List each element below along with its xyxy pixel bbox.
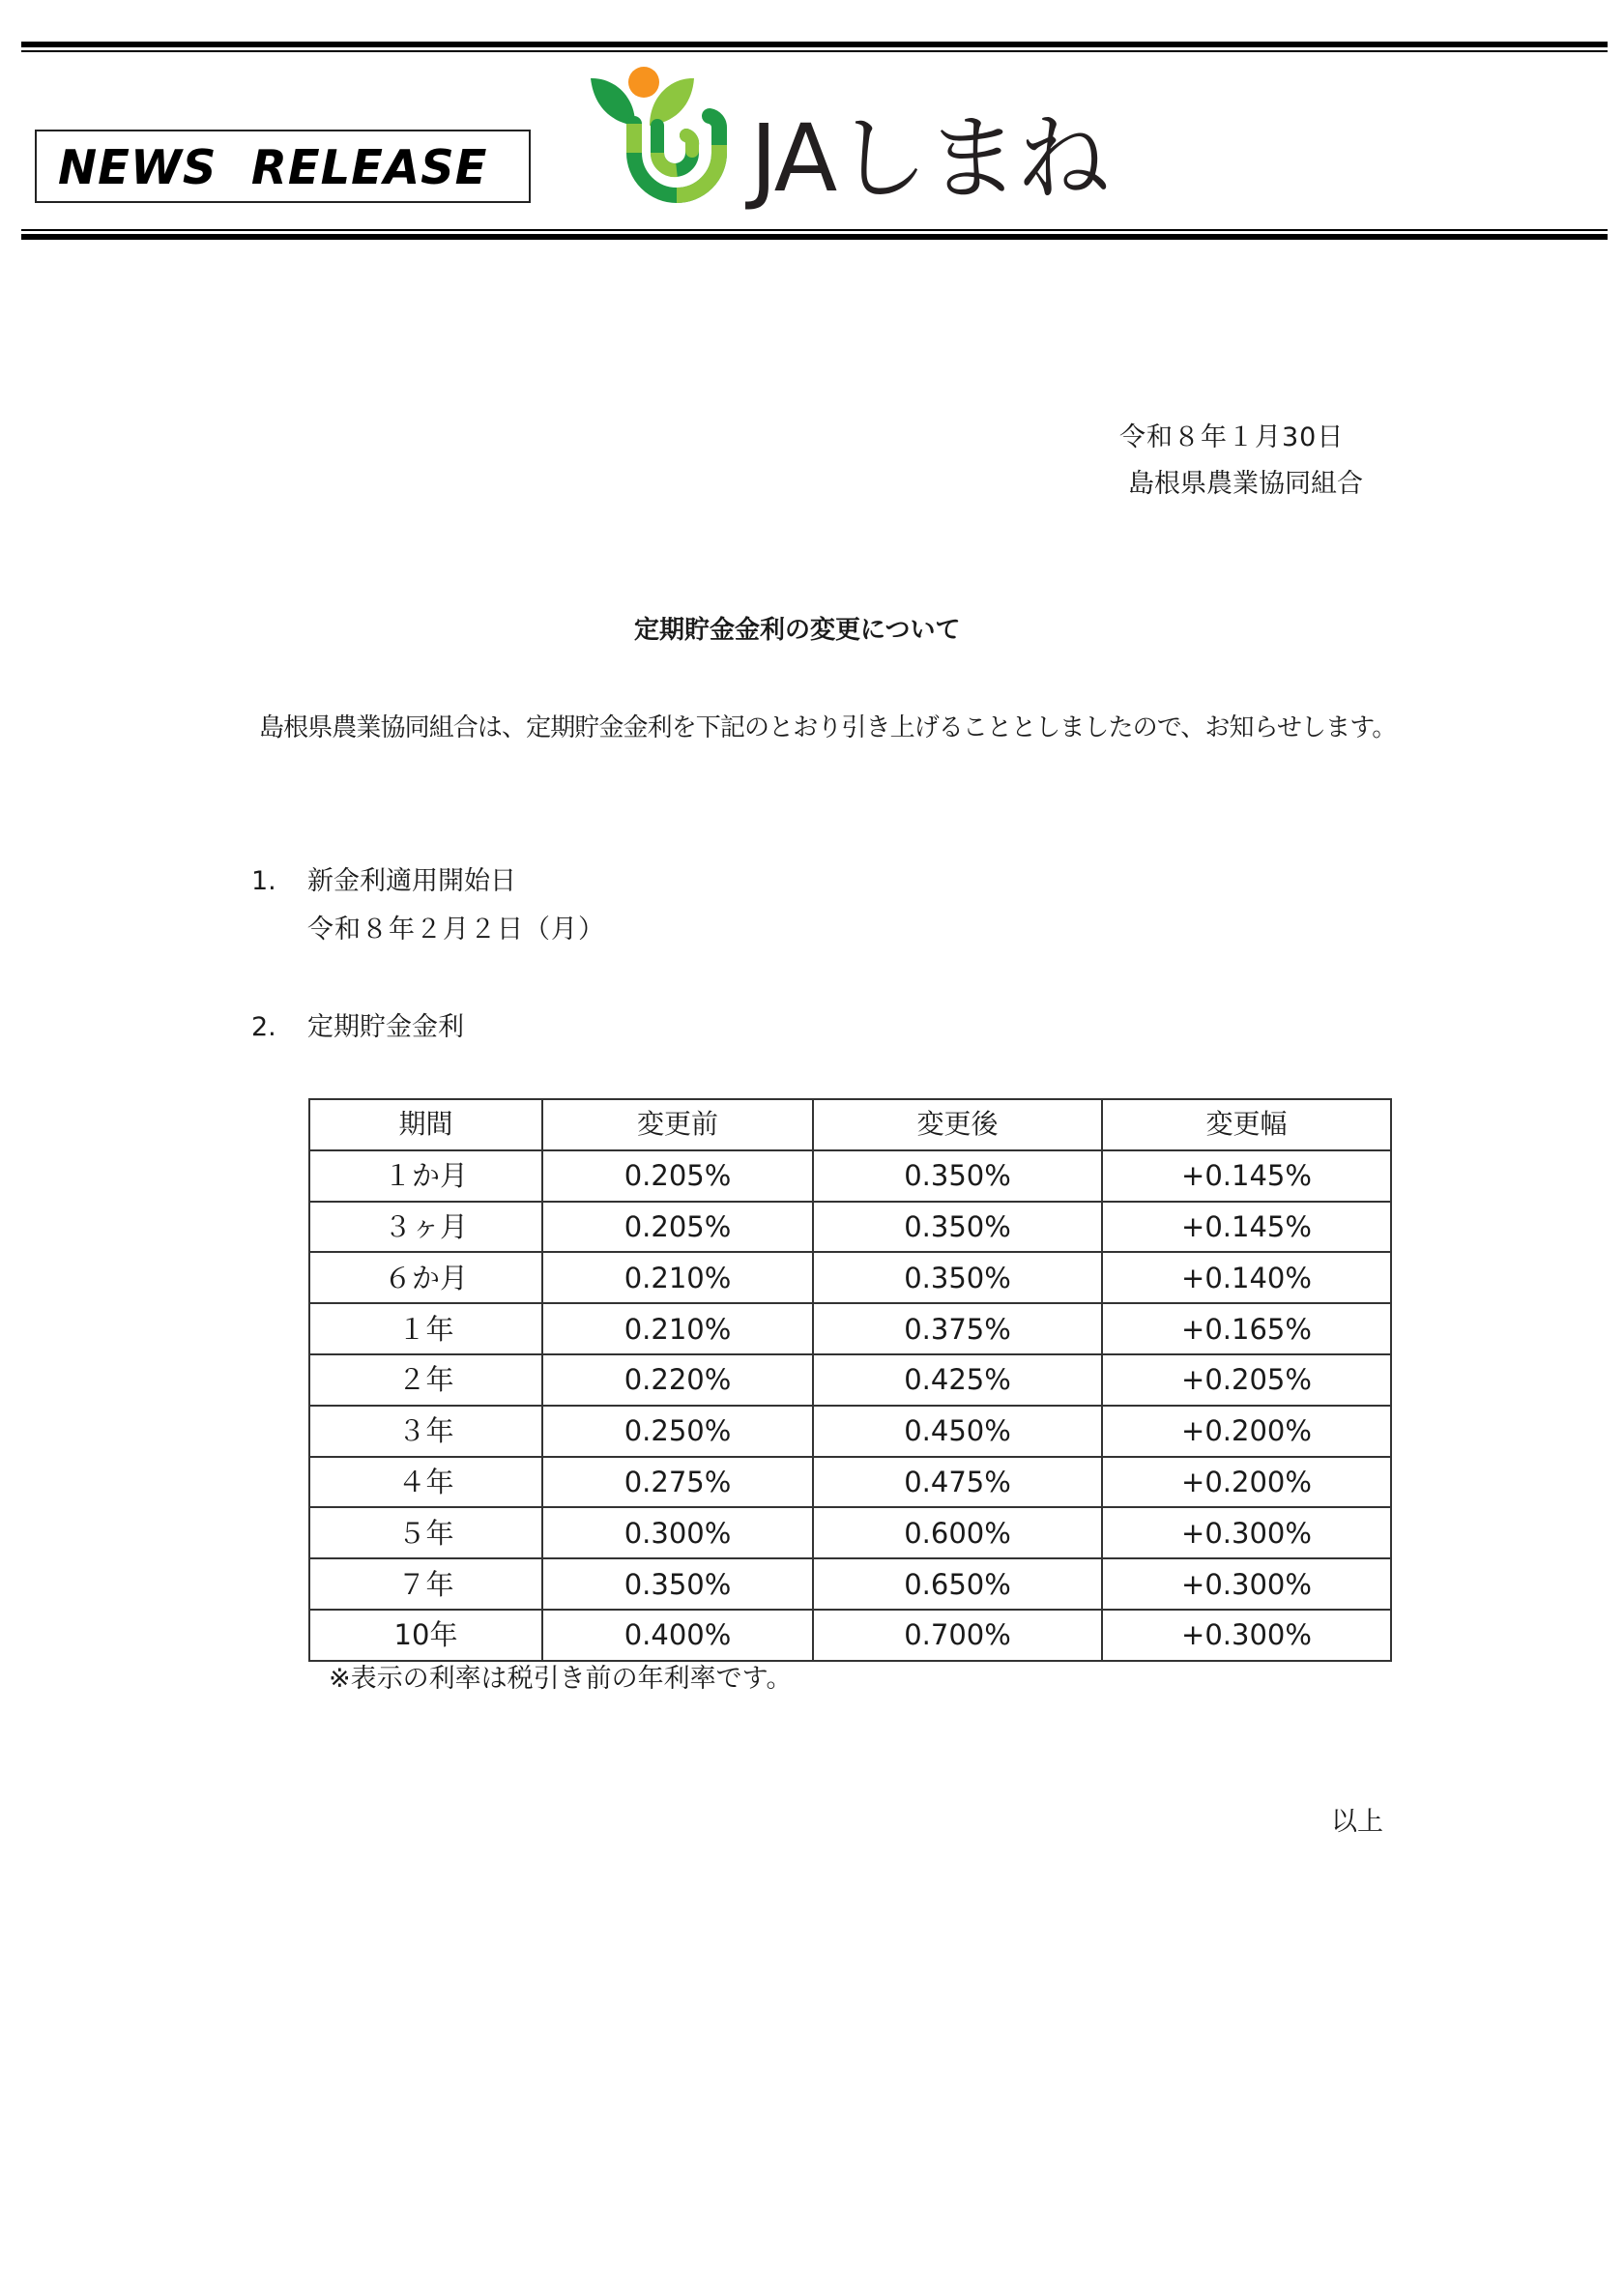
header-bottom-rule-thick [21,234,1608,240]
cell-change: +0.200% [1102,1457,1391,1508]
interest-rate-table [308,1098,1392,1662]
news-release-label: NEWS RELEASE [58,140,488,195]
cell-term: １か月 [309,1150,542,1202]
cell-after: 0.350% [813,1252,1102,1303]
cell-after: 0.450% [813,1406,1102,1457]
table-row [309,1354,1391,1406]
cell-change: +0.300% [1102,1558,1391,1610]
ja-shimane-logo-text: JAしまね [750,104,1109,213]
cell-after: 0.700% [813,1610,1102,1661]
cell-after: 0.475% [813,1457,1102,1508]
header-change: 変更幅 [1102,1099,1391,1150]
cell-term: ２年 [309,1354,542,1406]
cell-after: 0.600% [813,1507,1102,1558]
cell-term: ５年 [309,1507,542,1558]
header-after: 変更後 [813,1099,1102,1150]
table-row [309,1150,1391,1202]
cell-term: ３ヶ月 [309,1202,542,1253]
organization-name: 島根県農業協同組合 [1128,469,1363,499]
cell-before: 0.220% [542,1354,813,1406]
cell-term: ６か月 [309,1252,542,1303]
cell-change: +0.200% [1102,1406,1391,1457]
document-title: 定期貯金金利の変更について [634,616,961,645]
release-date: 令和８年１月30日 [1119,422,1345,452]
table-row [309,1558,1391,1610]
section-1-label: 新金利適用開始日 [307,866,516,896]
header-before: 変更前 [542,1099,813,1150]
cell-before: 0.250% [542,1406,813,1457]
table-header-row [309,1099,1391,1150]
cell-before: 0.210% [542,1252,813,1303]
table-row [309,1610,1391,1661]
table-row [309,1507,1391,1558]
cell-term: ７年 [309,1558,542,1610]
header-top-rule-thick [21,42,1608,47]
cell-change: +0.300% [1102,1610,1391,1661]
cell-change: +0.300% [1102,1507,1391,1558]
table-row [309,1252,1391,1303]
news-release-badge [35,130,531,203]
cell-before: 0.400% [542,1610,813,1661]
cell-before: 0.275% [542,1457,813,1508]
table-footnote: ※表示の利率は税引き前の年利率です。 [329,1664,793,1694]
cell-before: 0.210% [542,1303,813,1354]
cell-term: 10年 [309,1610,542,1661]
cell-after: 0.650% [813,1558,1102,1610]
cell-change: +0.145% [1102,1202,1391,1253]
cell-before: 0.205% [542,1202,813,1253]
section-1-number: 1. [251,866,276,896]
cell-after: 0.350% [813,1202,1102,1253]
section-2-number: 2. [251,1012,276,1042]
header-term: 期間 [309,1099,542,1150]
section-1-effective-date: 令和８年２月２日（月） [307,915,605,945]
table-row [309,1202,1391,1253]
cell-change: +0.205% [1102,1354,1391,1406]
table-row [309,1406,1391,1457]
cell-before: 0.350% [542,1558,813,1610]
closing-remark: 以上 [1331,1807,1383,1837]
cell-term: ３年 [309,1406,542,1457]
cell-change: +0.145% [1102,1150,1391,1202]
cell-before: 0.205% [542,1150,813,1202]
table-row [309,1457,1391,1508]
cell-after: 0.375% [813,1303,1102,1354]
ja-shimane-logo-icon [580,58,744,213]
table-row [309,1303,1391,1354]
intro-paragraph: 島根県農業協同組合は、定期貯金金利を下記のとおり引き上げることとしましたので、お知らせします。 [259,713,1397,742]
cell-after: 0.350% [813,1150,1102,1202]
cell-after: 0.425% [813,1354,1102,1406]
header-bottom-rule-thin [21,229,1608,231]
cell-before: 0.300% [542,1507,813,1558]
cell-change: +0.140% [1102,1252,1391,1303]
cell-term: ４年 [309,1457,542,1508]
section-2-label: 定期貯金金利 [307,1012,464,1042]
cell-change: +0.165% [1102,1303,1391,1354]
cell-term: １年 [309,1303,542,1354]
header-top-rule-thin [21,50,1608,52]
